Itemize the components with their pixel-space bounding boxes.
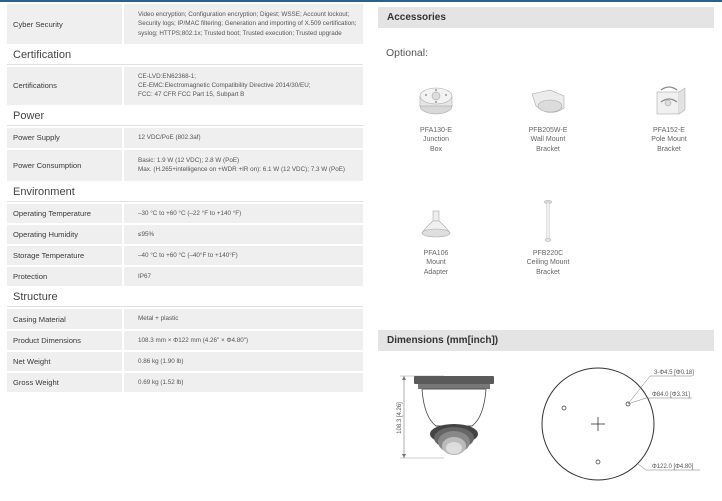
spec-value: 12 VDC/PoE (802.3af) — [122, 128, 363, 148]
spec-key: Net Weight — [13, 356, 51, 366]
spec-row — [7, 204, 363, 225]
accessory-pfa130-e — [391, 82, 481, 154]
mount-adapter-icon — [391, 205, 481, 243]
section-heading: Structure — [7, 288, 363, 307]
spec-row — [7, 128, 363, 150]
optional-label: Optional: — [386, 47, 429, 59]
spec-row — [7, 352, 363, 373]
spec-row — [7, 267, 363, 288]
accessory-model: PFA152-E — [653, 127, 685, 134]
accessory-pfb220c — [503, 205, 593, 277]
spec-key: Operating Temperature — [13, 208, 91, 218]
spec-row — [7, 67, 363, 107]
accessory-model: PFB205W-E — [528, 127, 568, 134]
spec-row — [7, 225, 363, 246]
accessory-desc: Pole Mount Bracket — [651, 136, 687, 153]
accessory-desc: Ceiling Mount Bracket — [526, 259, 570, 276]
spec-table — [7, 4, 363, 394]
diameter-dimension-label: Φ122.0 [Φ4.80] — [652, 464, 694, 470]
junction-box-icon — [391, 82, 481, 120]
pole-mount-bracket-icon — [624, 82, 714, 120]
spec-row — [7, 331, 363, 352]
spec-value: Video encryption; Configuration encryption; Digest; WSSE; Account lockout; Security logs; IP/MAC filtering; Generation and importing of X.509 certification; syslog; HTTPS;802.1x; Trusted boot; Trusted execution; Trusted upgrade — [122, 4, 363, 44]
ceiling-mount-bracket-icon — [503, 199, 593, 243]
accessory-pfa106 — [391, 205, 481, 277]
spec-key: Protection — [13, 272, 48, 282]
spec-value: Basic: 1.9 W (12 VDC); 2.8 W (PoE) Max. (H.265+intelligence on +WDR +IR on): 6.1 W (12 VDC); 7.3 W (PoE) — [122, 150, 363, 181]
spec-row — [7, 4, 363, 46]
spec-key: Power Supply — [13, 133, 60, 143]
spec-key: Cyber Security — [13, 19, 63, 29]
top-rule — [0, 0, 722, 2]
section-heading: Environment — [7, 183, 363, 202]
spec-value: ≤95% — [122, 225, 363, 244]
spec-key: Power Consumption — [13, 160, 82, 170]
accessory-model: PFB220C — [532, 250, 564, 257]
spec-value: CE-LVD:EN62368-1; CE-EMC:Electromagnetic Compatibility Directive 2014/30/EU; FCC: 47 CFR FCC Part 15, Subpart B — [122, 67, 363, 105]
wall-mount-bracket-icon — [503, 82, 593, 120]
spec-key: Certifications — [13, 81, 57, 91]
spec-key: Operating Humidity — [13, 229, 78, 239]
dimensions-drawing — [384, 362, 714, 497]
height-dimension-label: 108.3 [4.26] — [397, 402, 403, 434]
spec-value: Metal + plastic — [122, 309, 363, 328]
section-heading: Certification — [7, 46, 363, 65]
hole-dimension-label: 3-Φ4.5 [Φ0.18] — [654, 370, 694, 376]
spec-key: Casing Material — [13, 314, 66, 324]
accessory-desc: Mount Adapter — [423, 259, 449, 276]
accessory-desc: Wall Mount Bracket — [530, 136, 566, 153]
spec-value: 0.69 kg (1.52 lb) — [122, 373, 363, 392]
section-heading: Power — [7, 107, 363, 126]
spec-value: 0.86 kg (1.90 lb) — [122, 352, 363, 371]
accessory-model: PFA130-E — [420, 127, 452, 134]
spec-value: –30 °C to +60 °C (–22 °F to +140 °F) — [122, 204, 363, 223]
spec-key: Storage Temperature — [13, 251, 85, 261]
spec-row — [7, 150, 363, 183]
accessory-pfa152-e — [624, 82, 714, 154]
accessory-model: PFA106 — [423, 250, 449, 257]
spec-value: 108.3 mm × Φ122 mm (4.26" × Φ4.80") — [122, 331, 363, 350]
accessory-desc: Junction Box — [422, 136, 450, 153]
spec-row — [7, 246, 363, 267]
dimensions-header: Dimensions (mm[inch]) — [378, 330, 714, 351]
spec-key: Product Dimensions — [13, 335, 81, 345]
spec-row — [7, 309, 363, 330]
camera-side-view — [414, 376, 494, 455]
spec-value: –40 °C to +60 °C (–40°F to +140°F) — [122, 246, 363, 265]
accessory-pfb205w-e — [503, 82, 593, 154]
spec-key: Gross Weight — [13, 378, 59, 388]
pcd-dimension-label: Φ84.0 [Φ3.31] — [652, 392, 690, 398]
accessories-header: Accessories — [378, 7, 714, 28]
spec-row — [7, 373, 363, 394]
spec-value: IP67 — [122, 267, 363, 286]
